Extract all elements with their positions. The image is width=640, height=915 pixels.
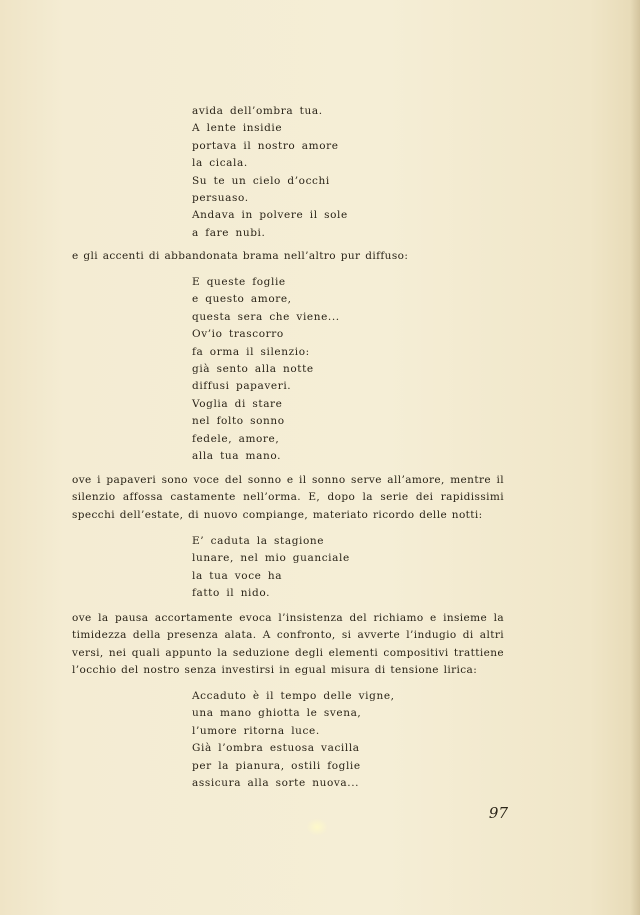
- verse-line: questa sera che viene...: [192, 310, 340, 323]
- verse-line: una mano ghiotta le svena,: [192, 707, 362, 720]
- verse-line: la tua voce ha: [192, 569, 283, 582]
- prose-paragraph-3: ove la pausa accortamente evoca l’insistenza del richiamo e insieme la timidezza della presenza alata. A confronto, si avverte l’indugio di altri versi, nei quali appunto la seduzione degli elementi compositivi trattiene l’occhio del nostro senza investirsi in egual misura di tensione lirica:: [72, 612, 504, 677]
- verse-line: portava il nostro amore: [192, 139, 339, 152]
- verse-line: Andava in polvere il sole: [192, 209, 348, 222]
- verse-line: A lente insidie: [192, 122, 283, 135]
- verse-line: avida dell’ombra tua.: [192, 105, 323, 117]
- verse-line: Su te un cielo d’occhi: [192, 174, 330, 187]
- verse-line: e questo amore,: [192, 293, 292, 306]
- verse-stanza-3: [192, 533, 350, 603]
- verse-line: Già l’ombra estuosa vacilla: [192, 742, 360, 755]
- verse-stanza-2: [192, 274, 340, 465]
- verse-line: Ov’io trascorro: [192, 328, 284, 341]
- page-number: 97: [488, 804, 508, 822]
- verse-line: E queste foglie: [192, 276, 286, 288]
- verse-line: nel folto sonno: [192, 415, 285, 428]
- verse-line: diffusi papaveri.: [192, 380, 292, 393]
- verse-line: la cicala.: [192, 157, 248, 170]
- verse-line: assicura alla sorte nuova...: [192, 776, 360, 789]
- prose-paragraph-1: e gli accenti di abbandonata brama nell’altro pur diffuso:: [72, 250, 409, 262]
- verse-line: per la pianura, ostili foglie: [192, 759, 361, 772]
- verse-line: E’ caduta la stagione: [192, 535, 325, 547]
- verse-stanza-4: [192, 688, 395, 792]
- verse-stanza-1: [192, 103, 348, 242]
- verse-line: alla tua mano.: [192, 449, 282, 462]
- verse-line: Voglia di stare: [192, 397, 283, 410]
- prose-paragraph-2: ove i papaveri sono voce del sonno e il sonno serve all’amore, mentre il silenzio affossa castamente nell’orma. E, dopo la serie dei rapidissimi specchi dell’estate, di nuovo compiange, materiato ricordo delle notti:: [72, 474, 504, 521]
- verse-line: già sento alla notte: [192, 362, 314, 375]
- paper-stain: [306, 818, 328, 836]
- verse-line: a fare nubi.: [192, 226, 266, 239]
- verse-line: lunare, nel mio guanciale: [192, 552, 350, 565]
- verse-line: Accaduto è il tempo delle vigne,: [192, 690, 395, 702]
- page-edge-shadow: [630, 0, 640, 915]
- verse-line: fedele, amore,: [192, 432, 280, 445]
- verse-line: fa orma il silenzio:: [192, 345, 310, 358]
- verse-line: l’umore ritorna luce.: [192, 724, 320, 737]
- verse-line: persuaso.: [192, 191, 249, 204]
- verse-line: fatto il nido.: [192, 587, 271, 600]
